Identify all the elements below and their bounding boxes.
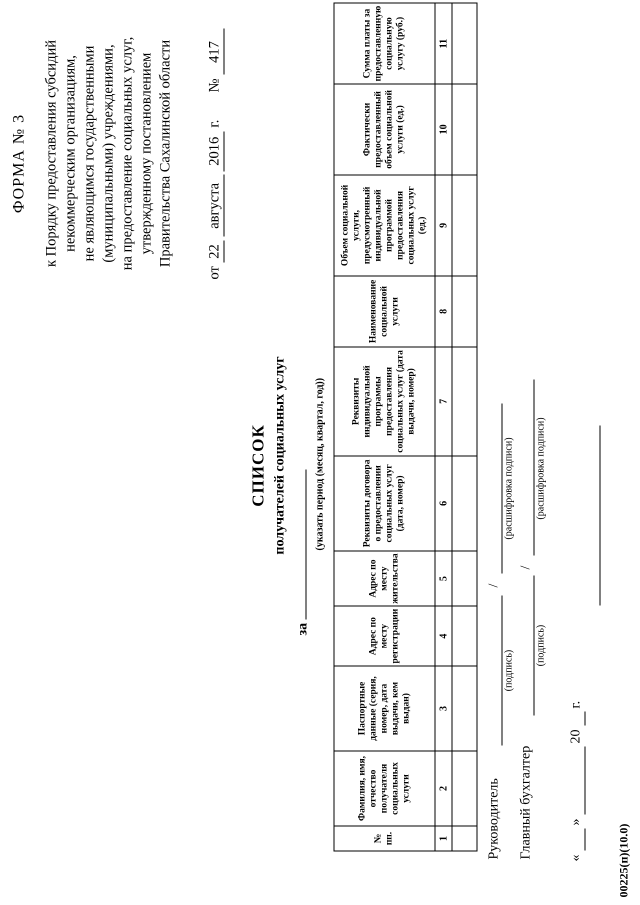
header-cell: Реквизиты индивидуальной программы предоставления социальных услуг (дата выдачи, номер) xyxy=(334,346,435,455)
document-title: СПИСОК xyxy=(248,423,267,507)
century: 20 xyxy=(568,729,583,743)
table-cell xyxy=(452,174,477,275)
table-cell xyxy=(452,826,477,851)
recipients-table xyxy=(333,2,477,851)
table-cell xyxy=(452,275,477,346)
date-prefix: от xyxy=(206,265,222,279)
table-cell xyxy=(452,751,477,826)
approval-line: некоммерческим организациям, xyxy=(62,54,78,252)
period-prefix: за xyxy=(295,622,310,635)
number-cell: 5 xyxy=(435,550,452,605)
number-value: 417 xyxy=(206,28,224,74)
close-quote: » xyxy=(568,818,583,825)
date-year-suffix: г. xyxy=(206,119,222,128)
table-row xyxy=(452,3,477,851)
header-cell: Объем социальной услуги, предусмотренный индивидуальной программой предоставления социальных услуг (ед.) xyxy=(334,174,435,275)
header-cell: Реквизиты договора о предоставлении социальных услуг (дата, номер) xyxy=(334,455,435,550)
header-cell: Фактически предоставленный объем социальной услуги (ед.) xyxy=(334,83,435,174)
number-cell: 8 xyxy=(435,275,452,346)
date-day: 22 xyxy=(206,240,224,262)
accountant-signature-line xyxy=(532,575,534,715)
header-cell: Фамилия, имя, отчество получателя социальных услуги xyxy=(334,751,435,826)
table-cell xyxy=(452,550,477,605)
day-blank xyxy=(568,829,585,851)
number-cell: 6 xyxy=(435,455,452,550)
resolution-date-line xyxy=(206,19,224,279)
approval-line: утвержденному постановлением xyxy=(138,52,154,254)
number-cell: 7 xyxy=(435,346,452,455)
date-month: августа xyxy=(206,174,224,236)
form-title: ФОРМА № 3 xyxy=(10,113,27,213)
number-cell: 1 xyxy=(435,826,452,851)
header-cell: Адрес по месту регистрации xyxy=(334,606,435,666)
accountant-label: Главный бухгалтер xyxy=(518,745,533,859)
accountant-slash: / xyxy=(518,565,533,569)
footer-divider xyxy=(598,425,600,605)
head-decode-line xyxy=(500,403,502,573)
table-cell xyxy=(452,83,477,174)
footer-code: 00225(п)(10.0) xyxy=(616,823,630,897)
number-cell: 9 xyxy=(435,174,452,275)
number-cell: 4 xyxy=(435,606,452,666)
period-line xyxy=(292,235,311,635)
approval-line: к Порядку предоставления субсидий xyxy=(43,39,59,267)
table-cell xyxy=(452,455,477,550)
table-cell xyxy=(452,346,477,455)
number-cell: 2 xyxy=(435,751,452,826)
header-cell: Сумма платы за предоставленную социальную услугу (руб.) xyxy=(334,3,435,84)
head-signature-line xyxy=(500,595,502,745)
open-quote: « xyxy=(568,854,583,861)
number-sign: № xyxy=(206,78,222,92)
table-header-row xyxy=(334,3,435,851)
header-cell: № пп. xyxy=(334,826,435,851)
head-label: Руководитель xyxy=(486,777,501,859)
accountant-decode-hint: (расшифровка подписи) xyxy=(535,416,546,520)
header-cell: Паспортные данные (серия, номер, дата выдачи, кем выдан) xyxy=(334,666,435,751)
table-cell xyxy=(452,666,477,751)
table-cell xyxy=(452,3,477,84)
number-cell: 10 xyxy=(435,83,452,174)
header-cell: Адрес по месту жительства xyxy=(334,550,435,605)
document-subtitle: получателей социальных услуг xyxy=(272,355,287,555)
header-cell: Наименование социальной услуги xyxy=(334,275,435,346)
head-decode-hint: (расшифровка подписи) xyxy=(503,436,514,540)
year-suffix: г. xyxy=(568,700,583,708)
approval-line: не являющимся государственными xyxy=(81,45,97,261)
period-input-line xyxy=(292,469,306,619)
number-cell: 11 xyxy=(435,3,452,84)
date-year: 2016 xyxy=(206,131,224,171)
period-hint: (указать период (месяц, квартал, год)) xyxy=(314,377,325,550)
approval-line: Правительства Сахалинской области xyxy=(157,39,173,267)
approval-block xyxy=(42,3,175,303)
table-number-row xyxy=(435,3,452,851)
month-blank xyxy=(568,747,585,815)
head-signature-hint: (подпись) xyxy=(503,649,514,691)
accountant-signature-hint: (подпись) xyxy=(535,624,546,666)
number-cell: 3 xyxy=(435,666,452,751)
head-slash: / xyxy=(486,583,501,587)
year-blank xyxy=(568,712,585,726)
approval-line: (муниципальными) учреждениями, xyxy=(100,43,116,263)
accountant-decode-line xyxy=(532,379,534,555)
table-cell xyxy=(452,606,477,666)
approval-line: на предоставление социальных услуг, xyxy=(119,36,135,270)
signing-date xyxy=(568,700,585,861)
